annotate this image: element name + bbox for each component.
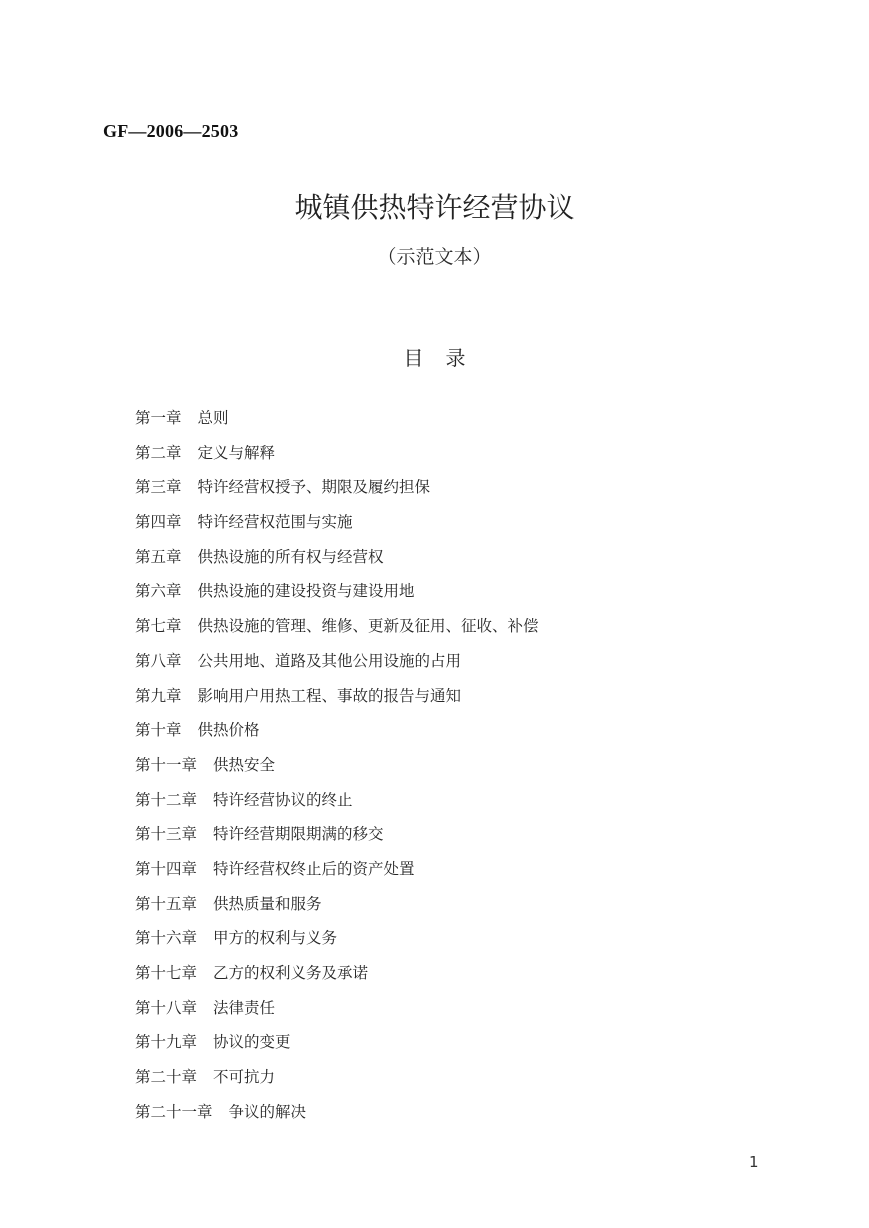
toc-chapter-title: 总则	[197, 409, 229, 427]
toc-item	[135, 648, 539, 683]
toc-chapter-number: 第十九章	[135, 1033, 198, 1052]
toc-chapter-number: 第二十章	[135, 1068, 198, 1087]
toc-heading-left: 目	[403, 346, 424, 370]
toc-chapter-number: 第十章	[135, 721, 182, 740]
toc-chapter-number: 第二章	[135, 443, 182, 462]
toc-item	[135, 752, 539, 787]
toc-chapter-title: 不可抗力	[213, 1068, 276, 1087]
toc-item	[135, 683, 539, 718]
toc-chapter-title: 特许经营协议的终止	[213, 790, 353, 809]
toc-chapter-title: 乙方的权利义务及承诺	[213, 964, 369, 982]
toc-item	[135, 787, 539, 822]
toc-item	[135, 474, 539, 509]
toc-chapter-number: 第十八章	[135, 998, 198, 1017]
toc-chapter-number: 第九章	[135, 686, 182, 705]
toc-heading-right: 录	[445, 346, 466, 370]
toc-chapter-number: 第六章	[135, 582, 182, 601]
toc-item	[135, 995, 539, 1030]
toc-item	[135, 613, 539, 648]
toc-chapter-number: 第三章	[135, 478, 182, 497]
toc-item	[135, 578, 539, 613]
toc-chapter-number: 第十七章	[135, 964, 198, 982]
toc-chapter-number: 第十六章	[135, 929, 198, 948]
toc-chapter-number: 第十四章	[135, 859, 198, 878]
toc-item	[135, 717, 539, 752]
toc-chapter-number: 第七章	[135, 617, 182, 636]
document-code: GF—2006—2503	[103, 121, 239, 141]
toc-item	[135, 1029, 539, 1064]
toc-chapter-title: 定义与解释	[197, 443, 276, 462]
toc-chapter-title: 供热质量和服务	[213, 894, 322, 913]
toc-list	[135, 405, 539, 1133]
toc-chapter-title: 甲方的权利与义务	[213, 929, 338, 948]
page-number: 1	[749, 1153, 759, 1171]
toc-chapter-title: 争议的解决	[228, 1102, 307, 1121]
toc-item	[135, 891, 539, 926]
toc-chapter-title: 供热设施的管理、维修、更新及征用、征收、补偿	[197, 617, 539, 636]
toc-chapter-title: 供热设施的所有权与经营权	[197, 547, 384, 566]
toc-chapter-title: 供热设施的建设投资与建设用地	[197, 582, 415, 601]
toc-chapter-number: 第五章	[135, 547, 182, 566]
toc-chapter-title: 协议的变更	[213, 1033, 291, 1052]
toc-chapter-title: 公共用地、道路及其他公用设施的占用	[197, 651, 462, 670]
document-subtitle: （示范文本）	[377, 246, 492, 268]
toc-chapter-title: 法律责任	[213, 998, 276, 1017]
toc-chapter-title: 供热安全	[213, 755, 276, 774]
toc-chapter-title: 特许经营权授予、期限及履约担保	[197, 478, 431, 497]
toc-item	[135, 440, 539, 475]
toc-item	[135, 509, 539, 544]
toc-chapter-number: 第二十一章	[135, 1102, 213, 1121]
toc-chapter-number: 第一章	[135, 409, 182, 427]
toc-item	[135, 1099, 539, 1134]
toc-chapter-title: 影响用户用热工程、事故的报告与通知	[197, 686, 462, 705]
toc-chapter-number: 第十五章	[135, 894, 198, 913]
toc-item	[135, 925, 539, 960]
toc-item	[135, 1064, 539, 1099]
toc-chapter-title: 特许经营权终止后的资产处置	[213, 859, 415, 878]
toc-chapter-title: 特许经营期限期满的移交	[213, 825, 384, 844]
toc-item	[135, 821, 539, 856]
toc-item	[135, 960, 539, 995]
toc-chapter-number: 第四章	[135, 513, 182, 532]
document-title: 城镇供热特许经营协议	[294, 191, 575, 224]
toc-chapter-number: 第十二章	[135, 790, 198, 809]
toc-item	[135, 544, 539, 579]
toc-heading	[0, 342, 869, 371]
toc-chapter-number: 第八章	[135, 651, 182, 670]
toc-item	[135, 405, 539, 440]
toc-chapter-title: 特许经营权范围与实施	[197, 513, 353, 532]
toc-item	[135, 856, 539, 891]
toc-chapter-number: 第十三章	[135, 825, 198, 844]
toc-chapter-title: 供热价格	[197, 721, 260, 740]
toc-chapter-number: 第十一章	[135, 755, 198, 774]
